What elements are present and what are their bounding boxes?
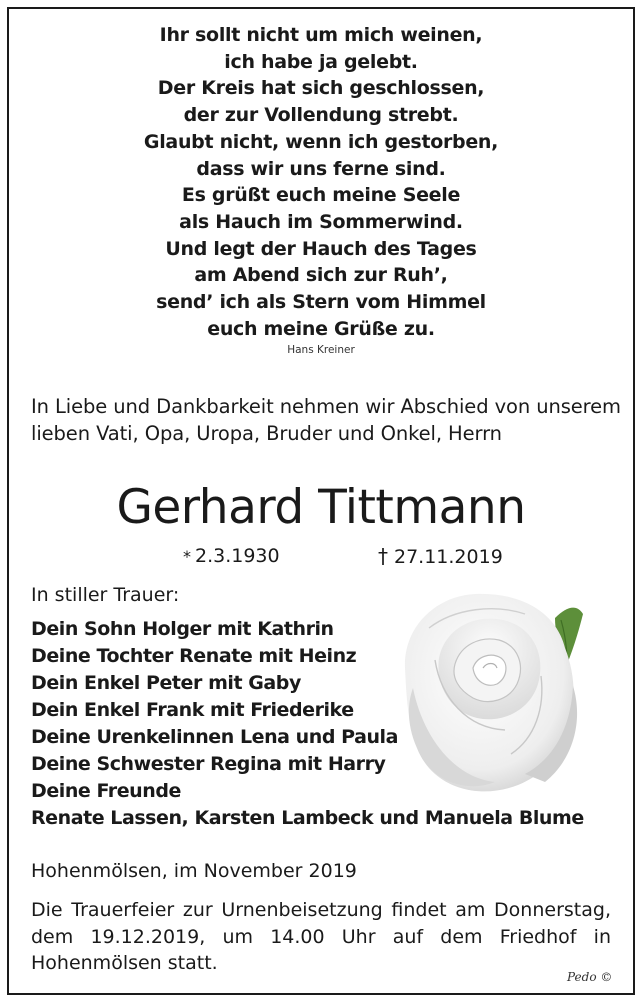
poem-line: Glaubt nicht, wenn ich gestorben, — [143, 130, 499, 153]
poem-line: Es grüßt euch meine Seele — [181, 184, 461, 207]
mourner-item: Dein Enkel Frank mit Friederike — [31, 699, 354, 721]
poem-author: Hans Kreiner — [287, 344, 355, 357]
poem-line: Der Kreis hat sich geschlossen, — [157, 77, 485, 100]
death-date-value: 27.11.2019 — [394, 546, 503, 568]
poem-line: euch meine Grüße zu. — [207, 317, 435, 340]
place-date: Hohenmölsen, im November 2019 — [31, 860, 357, 882]
death-cross-icon: † — [378, 544, 388, 568]
deceased-name: Gerhard Tittmann — [116, 480, 526, 535]
poem-line: der zur Vollendung strebt. — [183, 104, 459, 127]
poem-line: ich habe ja gelebt. — [224, 50, 418, 73]
mourner-item: Deine Urenkelinnen Lena und Paula — [31, 726, 398, 748]
signature: Pedo © — [567, 970, 613, 984]
mourner-item: Renate Lassen, Karsten Lambeck und Manuela Blume — [31, 807, 584, 829]
intro-line: lieben Vati, Opa, Uropa, Bruder und Onkel, Herrn — [31, 422, 502, 445]
poem-line: Ihr sollt nicht um mich weinen, — [159, 24, 483, 46]
birth-date — [183, 543, 280, 570]
birth-star-icon: * — [183, 547, 191, 566]
poem-line: dass wir uns ferne sind. — [196, 157, 446, 180]
funeral-notice: Die Trauerfeier zur Urnenbeisetzung findet am Donnerstag, dem 19.12.2019, um 14.00 Uhr auf dem Friedhof in Hohenmölsen statt. — [31, 899, 611, 974]
intro-text — [31, 393, 621, 447]
mourner-item: Deine Tochter Renate mit Heinz — [31, 645, 357, 667]
poem-line: Und legt der Hauch des Tages — [165, 237, 477, 260]
poem — [0, 22, 642, 357]
birth-date-value: 2.3.1930 — [195, 545, 280, 567]
mourning-label: In stiller Trauer: — [31, 584, 180, 606]
mourner-item: Deine Freunde — [31, 780, 181, 802]
mourner-item: Dein Enkel Peter mit Gaby — [31, 672, 301, 694]
poem-line: als Hauch im Sommerwind. — [179, 210, 463, 233]
mourner-item: Dein Sohn Holger mit Kathrin — [31, 618, 334, 640]
poem-line: am Abend sich zur Ruh’, — [194, 264, 448, 287]
death-date — [378, 543, 503, 570]
poem-line: send’ ich als Stern vom Himmel — [156, 291, 486, 314]
mourner-item: Deine Schwester Regina mit Harry — [31, 753, 386, 775]
intro-line: In Liebe und Dankbarkeit nehmen wir Abschied von unserem — [31, 395, 621, 418]
white-rose-image — [395, 568, 605, 808]
